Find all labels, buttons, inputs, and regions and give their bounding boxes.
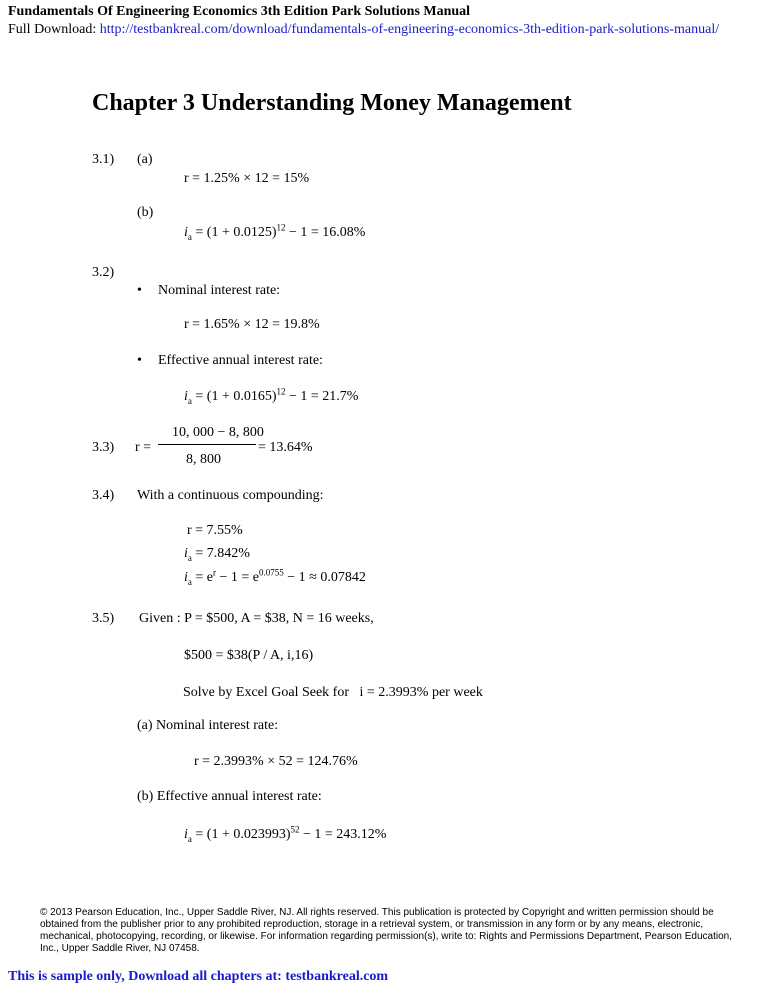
part-a-nominal-label: (a) Nominal interest rate: xyxy=(137,718,279,733)
copyright-notice: © 2013 Pearson Education, Inc., Upper Saddle River, NJ. All rights reserved. This publication is protected by Copyright and written permission should be obtained from the publisher prior to any prohibited reproduction, storage in a retrieval system, or transmission in any form or by any means, electronic, mechanical, photocopying, recording, or likewise. For information regarding permission(s), write to: Rights and Permissions Department, Pearson Education, Inc., Upper Saddle River, NJ 07458. xyxy=(40,907,732,954)
problem-number-3-1: 3.1) xyxy=(92,152,115,167)
bullet-icon: • xyxy=(137,283,142,298)
document-header-title: Fundamentals Of Engineering Economics 3th Edition Park Solutions Manual xyxy=(8,4,471,19)
part-b-effective-label: (b) Effective annual interest rate: xyxy=(137,789,322,804)
equation-3-1-a: r = 1.25% × 12 = 15% xyxy=(184,171,310,186)
nominal-rate-label: Nominal interest rate: xyxy=(158,283,281,298)
equation-3-4-ia: $i_a = 7.842\%$ xyxy=(184,546,250,563)
part-a-label: (a) xyxy=(137,152,153,167)
problem-number-3-4: 3.4) xyxy=(92,488,115,503)
equation-3-4-r: r = 7.55% xyxy=(187,523,243,538)
sample-notice: This is sample only, Download all chapters at: testbankreal.com xyxy=(8,969,389,984)
problem-number-3-2: 3.2) xyxy=(92,265,115,280)
problem-number-3-5: 3.5) xyxy=(92,611,115,626)
equation-3-5-effective: $i_a = (1 + 0.023993)^{52} - 1 = 243.12\%$ xyxy=(184,824,387,844)
part-b-label: (b) xyxy=(137,205,154,220)
fraction-bar xyxy=(158,444,256,445)
equation-3-2-nominal: r = 1.65% × 12 = 19.8% xyxy=(184,317,320,332)
effective-rate-label: Effective annual interest rate: xyxy=(158,353,323,368)
equation-3-4-exp: $i_a = e^r - 1 = e^{0.0755} - 1 \approx 0.07842$ xyxy=(184,567,366,587)
equation-3-3-rhs: = 13.64% xyxy=(258,440,313,455)
equation-3-1-b: $i_a = (1 + 0.0125)^{12} - 1 = 16.08\%$ xyxy=(184,222,366,242)
given-statement: Given : P = $500, A = $38, N = 16 weeks, xyxy=(139,611,374,626)
fraction-denominator: 8, 800 xyxy=(186,452,221,467)
continuous-compounding-label: With a continuous compounding: xyxy=(137,488,324,503)
equation-3-2-effective: $i_a = (1 + 0.0165)^{12} - 1 = 21.7\%$ xyxy=(184,386,359,406)
download-line xyxy=(8,22,719,38)
problem-number-3-3: 3.3) xyxy=(92,440,115,455)
fraction-numerator: 10, 000 − 8, 800 xyxy=(172,425,264,440)
equation-3-5-nominal: r = 2.3993% × 52 = 124.76% xyxy=(194,754,358,769)
bullet-icon: • xyxy=(137,353,142,368)
chapter-title: Chapter 3 Understanding Money Management xyxy=(92,90,572,116)
goal-seek-line: Solve by Excel Goal Seek for i = 2.3993% per week xyxy=(183,685,483,700)
download-link[interactable]: http://testbankreal.com/download/fundamentals-of-engineering-economics-3th-edition-park-solutions-manual/ xyxy=(99,22,720,37)
equation-3-3-lhs: r = xyxy=(135,440,152,455)
download-label: Full Download: xyxy=(8,22,100,37)
equation-3-5-pv: $500 = $38(P / A, i,16) xyxy=(184,648,314,663)
